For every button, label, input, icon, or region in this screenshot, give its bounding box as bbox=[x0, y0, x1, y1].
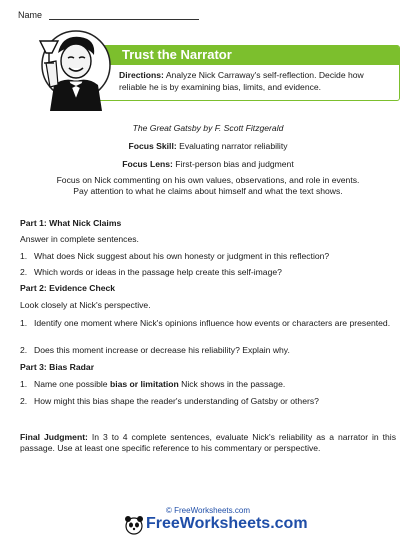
focus-skill-text: Evaluating narrator reliability bbox=[179, 141, 288, 151]
final-judgment-text: In 3 to 4 complete sentences, evaluate Nick's reliability as a narrator in this passage. Use at least one specific reference to his commentary or perspective. bbox=[20, 432, 396, 453]
part-1-question-1 bbox=[20, 251, 392, 262]
intro-paragraph bbox=[0, 175, 416, 197]
final-judgment bbox=[20, 432, 396, 454]
question-text-end: Nick shows in the passage. bbox=[178, 379, 286, 389]
question-number: 2. bbox=[20, 396, 28, 406]
part-2-instruction: Look closely at Nick's perspective. bbox=[20, 300, 151, 310]
part-1-question-2 bbox=[20, 267, 392, 278]
focus-lens bbox=[0, 159, 416, 169]
worksheet-title: Trust the Narrator bbox=[122, 47, 232, 62]
brand-logo bbox=[124, 515, 308, 535]
focus-skill bbox=[0, 141, 416, 151]
footer-copyright-link[interactable]: © FreeWorksheets.com bbox=[166, 506, 250, 515]
question-number: 2. bbox=[20, 345, 28, 355]
focus-skill-label: Focus Skill: bbox=[128, 141, 177, 151]
question-text: Does this moment increase or decrease his reliability? Explain why. bbox=[34, 345, 290, 355]
directions-text: Analyze Nick Carraway's self-reflection. Decide how reliable he is by examining bias, limits, and evidence. bbox=[119, 70, 364, 92]
part-1-instruction: Answer in complete sentences. bbox=[20, 234, 139, 244]
question-number: 1. bbox=[20, 318, 28, 328]
name-field bbox=[18, 10, 199, 20]
question-text-start: Name one possible bbox=[34, 379, 110, 389]
focus-lens-text: First-person bias and judgment bbox=[175, 159, 294, 169]
question-text: What does Nick suggest about his own honesty or judgment in this reflection? bbox=[34, 251, 330, 261]
part-1-heading: Part 1: What Nick Claims bbox=[20, 218, 122, 228]
question-number: 2. bbox=[20, 267, 28, 277]
name-line[interactable] bbox=[49, 10, 199, 20]
part-2-question-2 bbox=[20, 345, 392, 356]
brand-name: FreeWorksheets.com bbox=[146, 515, 308, 532]
name-label: Name bbox=[18, 10, 43, 20]
part-3-heading: Part 3: Bias Radar bbox=[20, 362, 95, 372]
panda-icon bbox=[124, 515, 144, 535]
question-number: 1. bbox=[20, 251, 28, 261]
intro-line-1: Focus on Nick commenting on his own values, observations, and role in events. bbox=[56, 175, 360, 185]
part-3-question-1 bbox=[20, 379, 392, 390]
question-text: Identify one moment where Nick's opinions influence how events or characters are presented. bbox=[34, 318, 391, 328]
focus-lens-label: Focus Lens: bbox=[122, 159, 173, 169]
question-text: Which words or ideas in the passage help create this self-image? bbox=[34, 267, 282, 277]
part-3-question-2 bbox=[20, 396, 392, 407]
part-2-question-1 bbox=[20, 318, 392, 329]
part-2-heading: Part 2: Evidence Check bbox=[20, 283, 116, 293]
directions-label: Directions: bbox=[119, 70, 164, 80]
work-title: The Great Gatsby by F. Scott Fitzgerald bbox=[132, 123, 284, 133]
gatsby-toast-illustration bbox=[36, 25, 116, 111]
question-key-term: bias or limitation bbox=[109, 379, 179, 389]
intro-line-2: Pay attention to what he claims about himself and what the text shows. bbox=[73, 186, 343, 196]
question-text: How might this bias shape the reader's understanding of Gatsby or others? bbox=[34, 396, 319, 406]
question-text bbox=[20, 379, 392, 390]
directions bbox=[119, 69, 393, 93]
question-number: 1. bbox=[20, 379, 28, 389]
final-judgment-label: Final Judgment: bbox=[20, 432, 88, 442]
